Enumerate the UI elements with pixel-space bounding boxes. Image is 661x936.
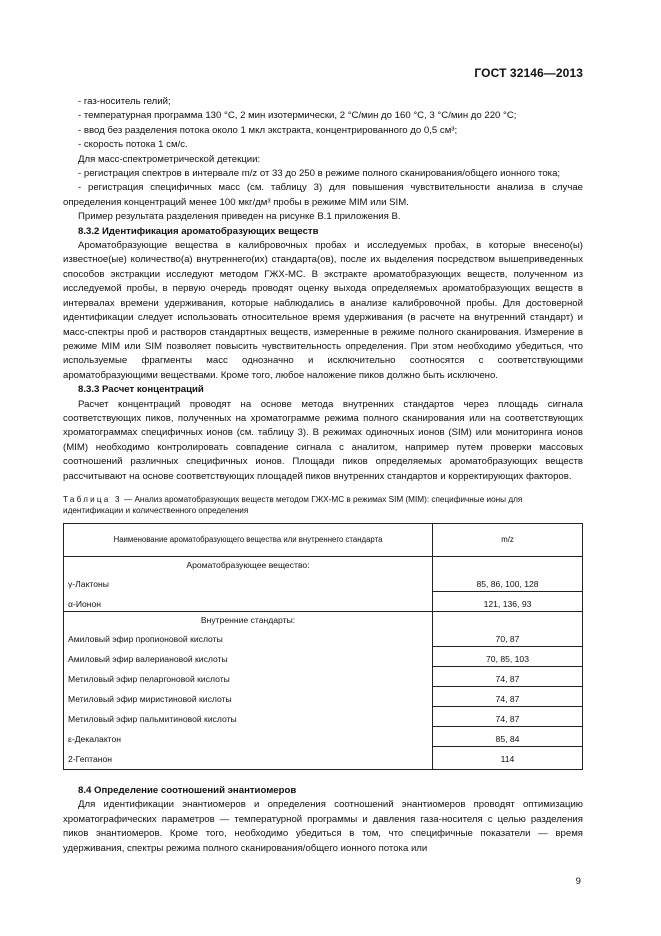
condition-temp-program: - температурная программа 130 °С, 2 мин изотермически, 2 °С/мин до 160 °С, 3 °С/мин до 220 °С; xyxy=(78,110,517,122)
ms-detection-intro: Для масс-спектрометрической детекции: xyxy=(78,153,261,165)
table-row xyxy=(64,572,583,592)
example-reference: Пример результата разделения приведен на рисунке В.1 приложения В. xyxy=(78,211,401,223)
substance-name: γ-Лактоны xyxy=(64,572,433,592)
substance-name: Метиловый эфир пеларгоновой кислоты xyxy=(64,666,433,686)
group-title-row xyxy=(64,556,583,572)
group-title-row xyxy=(64,611,583,627)
section-833-heading: 8.3.3 Расчет концентраций xyxy=(78,384,204,396)
condition-carrier-gas: - газ-носитель гелий; xyxy=(78,96,171,107)
table-row xyxy=(64,746,583,769)
mz-values: 74, 87 xyxy=(433,686,583,706)
table-row xyxy=(64,726,583,746)
substance-name: Амиловый эфир валериановой кислоты xyxy=(64,646,433,666)
condition-injection: - ввод без разделения потока около 1 мкл экстракта, концентрированного до 0,5 см³; xyxy=(78,124,458,136)
table-row xyxy=(64,686,583,706)
section-84-heading: 8.4 Определение соотношений энантиомеров xyxy=(78,784,297,796)
substance-name: 2-Гептанон xyxy=(64,746,433,769)
substance-name: Метиловый эфир пальмитиновой кислоты xyxy=(64,706,433,726)
substance-name: Амиловый эфир пропионовой кислоты xyxy=(64,627,433,647)
mz-values: 74, 87 xyxy=(433,666,583,686)
mz-values: 74, 87 xyxy=(433,706,583,726)
mz-values: 85, 84 xyxy=(433,726,583,746)
section-833-text: Расчет концентраций проводят на основе метода внутренних стандартов через площадь сигнала соответствующих пиков, полученных на хроматограмме режима полного сканирования или на соответствующих хроматограммах специфичных ионов (см. таблицу 3). В режимах одиночных ионов (SIM) или мониторинга ионов (MIM) необходимо контролировать совпадение сигнала с аналитом, например путем проверки массовых соотношений различных специфичных ионов. Площади пиков определяемых ароматобразующих веществ рассчитывают на основе соответствующих площадей пиков внутренних стандартов и корректирующих факторов. xyxy=(63,398,583,482)
substance-name: α-Ионон xyxy=(64,591,433,611)
ions-table xyxy=(63,523,583,770)
substance-name: ε-Декалактон xyxy=(64,726,433,746)
table-caption xyxy=(63,494,583,517)
condition-flow-rate: - скорость потока 1 см/с. xyxy=(78,139,188,151)
substance-name: Метиловый эфир миристиновой кислоты xyxy=(64,686,433,706)
table-caption-text: — Анализ ароматобразующих веществ методом ГЖХ-МС в режимах SIM (MIM): специфичные ионы для идентификации и количественного определения xyxy=(63,494,523,516)
mz-values: 85, 86, 100, 128 xyxy=(433,572,583,592)
ms-item-specific-masses: - регистрация специфичных масс (см. таблицу 3) для повышения чувствительности анализа в случае определения концентраций менее 100 мкг/дм³ пробы в режиме MIM или SIM. xyxy=(63,182,583,208)
section-832-heading: 8.3.2 Идентификация ароматобразующих веществ xyxy=(78,225,319,237)
section-84-text: Для идентификации энантиомеров и определения соотношений энантиомеров проводят оптимизацию хроматографических параметров — температурной программы и давления газа-носителя с целью разделения пиков энантиомеров. Кроме того, необходимо убедиться в том, что специфичные показатели — время удерживания, спектры режима полного сканирования/общего ионного потока или xyxy=(63,799,583,854)
page-number: 9 xyxy=(575,876,581,887)
column-header-mz: m/z xyxy=(433,523,583,556)
table-row xyxy=(64,666,583,686)
mz-values: 70, 85, 103 xyxy=(433,646,583,666)
table-row xyxy=(64,646,583,666)
group-title-standards: Внутренние стандарты: xyxy=(64,611,433,627)
column-header-name: Наименование ароматобразующего вещества или внутреннего стандарта xyxy=(64,523,433,556)
mz-values: 70, 87 xyxy=(433,627,583,647)
section-832-text: Ароматобразующие вещества в калибровочных пробах и исследуемых пробах, в которые внесено(ы) известное(ые) количество(а) внутреннего(их) стандарта(ов), после их выделения посредством вышеприведенных способов экстракции исследуют методом ГЖХ-МС. В экстракте ароматобразующих веществ, полученном из исследуемой пробы, в первую очередь проводят оценку выхода определяемых ароматобразующих веществ в интервалах времени удерживания, которые наблюдались в анализе калибровочной пробы. Для достоверной идентификации следует использовать относительное время удерживания (в расчете на внутренний стандарт) и масс-спектры проб и растворов стандартных веществ, измеренные в режиме полного сканирования. Измерение в режиме MIM или SIM позволяет повысить чувствительность определения. При этом необходимо убедиться, что используемые фрагменты масс однозначно и исключительно соотносятся с соответствующими ароматобразующими веществами. Кроме того, любое наложение пиков должно быть исключено. xyxy=(63,240,583,381)
document-id: ГОСТ 32146—2013 xyxy=(474,66,583,80)
ms-item-full-scan: - регистрация спектров в интервале m/z от 33 до 250 в режиме полного сканирования/общего ионного тока; xyxy=(78,168,561,180)
group-title-aroma: Ароматобразующее вещество: xyxy=(64,556,433,572)
table-caption-label: Таблица 3 xyxy=(63,494,122,504)
mz-values: 121, 136, 93 xyxy=(433,591,583,611)
table-row xyxy=(64,706,583,726)
page-content xyxy=(63,95,583,856)
table-header-row xyxy=(64,523,583,556)
table-row xyxy=(64,627,583,647)
table-row xyxy=(64,591,583,611)
mz-values: 114 xyxy=(433,746,583,769)
